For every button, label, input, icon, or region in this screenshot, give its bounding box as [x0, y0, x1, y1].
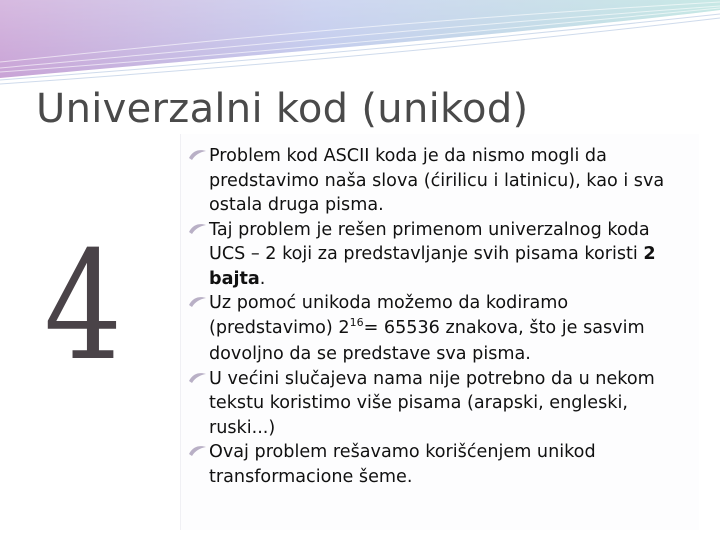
bullet-item [188, 218, 688, 292]
swoosh-bullet-icon [188, 444, 207, 458]
decorative-banner [0, 0, 720, 90]
bullet-text: Uz pomoć unikoda možemo da kodiramo (predstavimo) 2 [209, 293, 569, 338]
bullet-item [188, 367, 688, 441]
bullet-list [188, 144, 688, 489]
superscript-exponent: 16 [349, 315, 364, 329]
bullet-item [188, 440, 688, 489]
slide-number: 4 [44, 220, 123, 394]
bullet-text: Problem kod ASCII koda je da nismo mogli da predstavimo naša slova (ćirilicu i latinicu), kao i sva ostala druga pisma. [209, 146, 665, 215]
bullet-item [188, 144, 688, 218]
slide-title: Univerzalni kod (unikod) [36, 86, 529, 132]
swoosh-bullet-icon [188, 295, 207, 309]
bullet-text: Ovaj problem rešavamo korišćenjem unikod transformacione šeme. [209, 442, 596, 487]
bullet-text: U većini slučajeva nama nije potrebno da u nekom tekstu koristimo više pisama (arapski, engleski, ruski...) [209, 368, 655, 438]
bullet-text: = 65536 znakova, što je sasvim dovoljno da se predstave sva pisma. [209, 317, 645, 364]
swoosh-bullet-icon [188, 148, 207, 162]
bullet-item [188, 291, 688, 367]
bullet-text: . [259, 268, 266, 289]
swoosh-bullet-icon [188, 371, 207, 385]
bullet-text: Taj problem je rešen primenom univerzalnog koda UCS – 2 koji za predstavljanje svih pisama koristi [209, 219, 650, 264]
swoosh-bullet-icon [188, 222, 207, 236]
bullet-bold-text: 2 bajta [209, 244, 656, 289]
